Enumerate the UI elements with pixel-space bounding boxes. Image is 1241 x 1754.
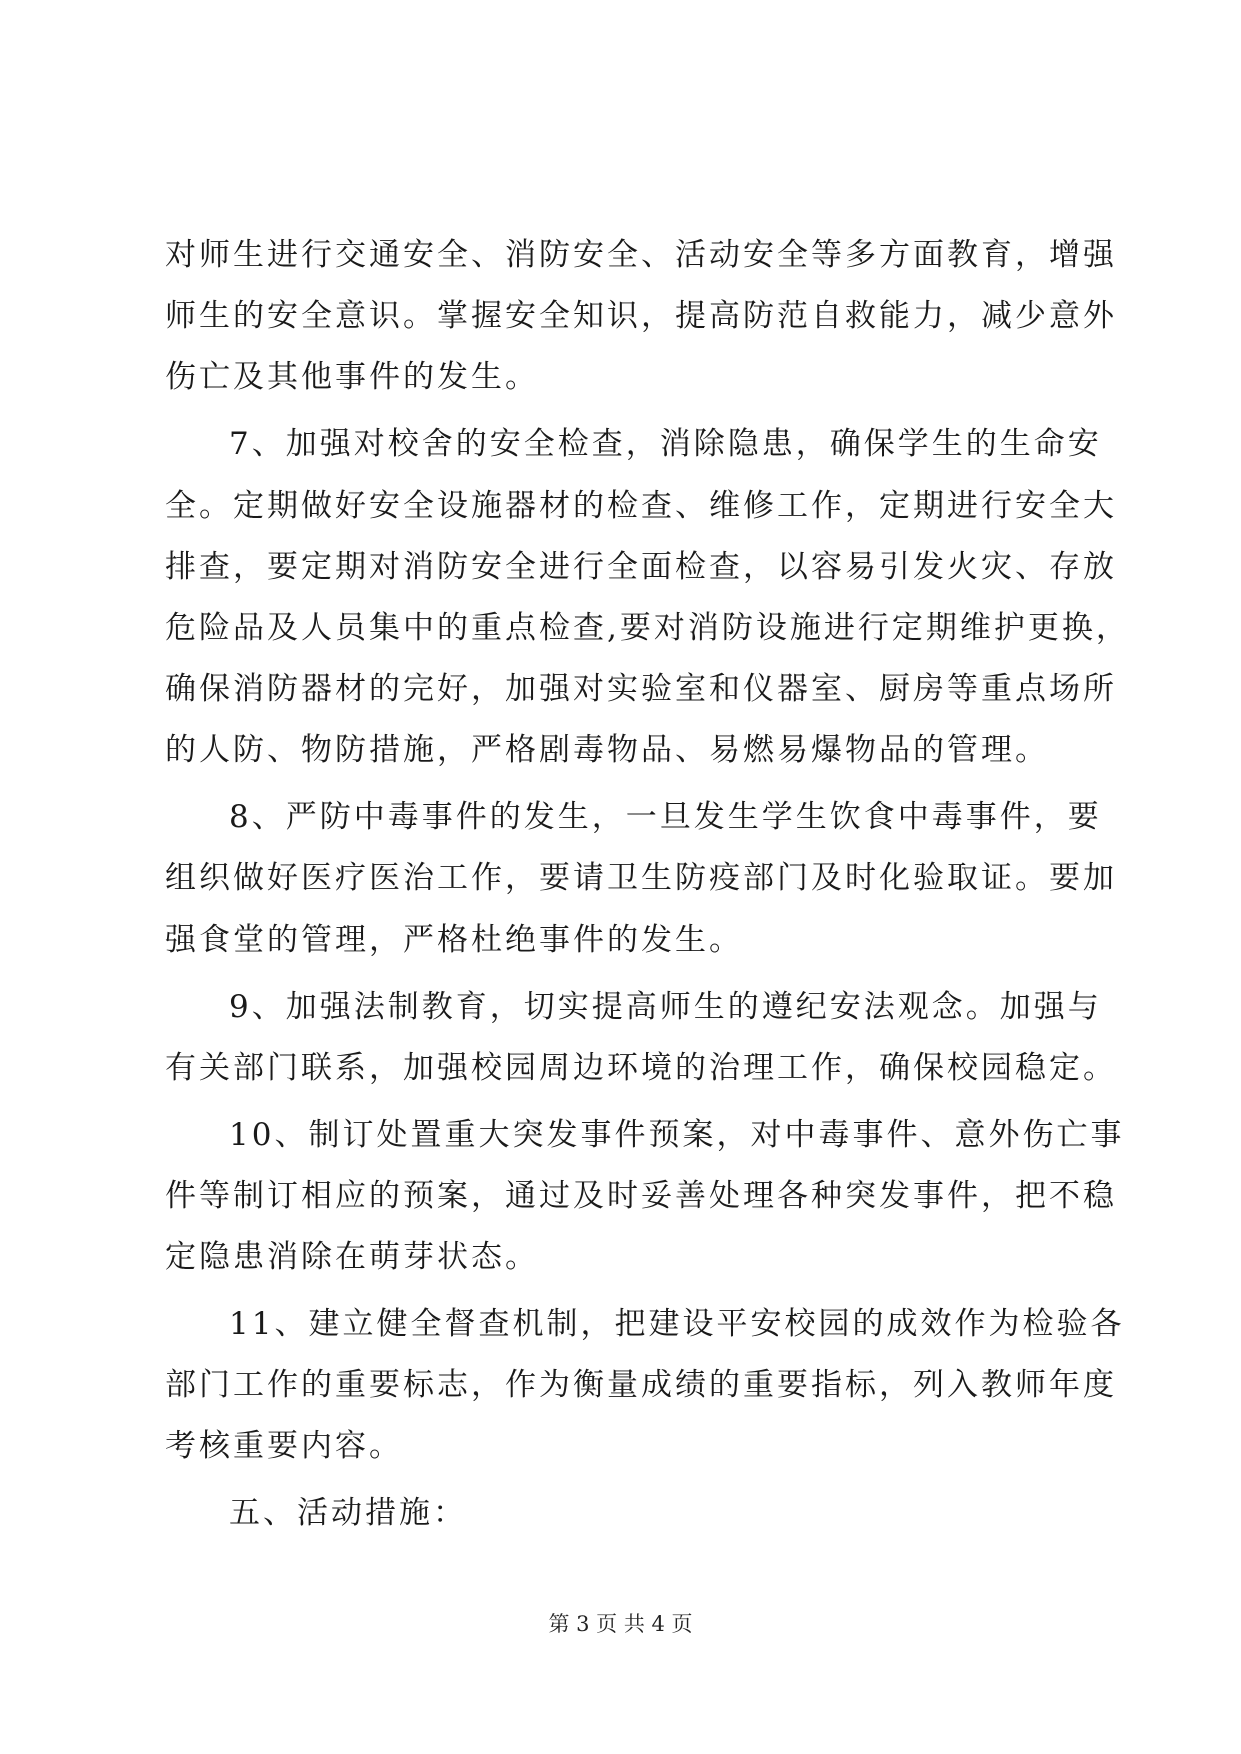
paragraph-start-line: 10、制订处置重大突发事件预案，对中毒事件、意外伤亡事 bbox=[229, 1117, 1125, 1153]
section-heading: 五、活动措施： bbox=[229, 1495, 467, 1531]
text-line: 考核重要内容。 bbox=[165, 1428, 403, 1464]
text-line: 确保消防器材的完好，加强对实验室和仪器室、厨房等重点场所 bbox=[165, 671, 1117, 707]
text-line: 对师生进行交通安全、消防安全、活动安全等多方面教育，增强 bbox=[165, 237, 1117, 273]
text-line: 危险品及人员集中的重点检查,要对消防设施进行定期维护更换， bbox=[165, 610, 1130, 646]
page-footer: 第 3 页 共 4 页 bbox=[548, 1612, 693, 1636]
text-line: 组织做好医疗医治工作，要请卫生防疫部门及时化验取证。要加 bbox=[165, 860, 1117, 896]
text-line: 的人防、物防措施，严格剧毒物品、易燃易爆物品的管理。 bbox=[165, 732, 1049, 768]
paragraph-start-line: 11、建立健全督查机制，把建设平安校园的成效作为检验各 bbox=[229, 1306, 1125, 1342]
paragraph-start-line: 8、严防中毒事件的发生，一旦发生学生饮食中毒事件，要 bbox=[229, 799, 1102, 835]
paragraph-start-line: 7、加强对校舍的安全检查，消除隐患，确保学生的生命安 bbox=[229, 426, 1102, 462]
text-line: 定隐患消除在萌芽状态。 bbox=[165, 1239, 539, 1275]
text-line: 强食堂的管理，严格杜绝事件的发生。 bbox=[165, 922, 743, 958]
text-line: 师生的安全意识。掌握安全知识，提高防范自救能力，减少意外 bbox=[165, 298, 1117, 334]
text-line: 伤亡及其他事件的发生。 bbox=[165, 359, 539, 395]
paragraph-start-line: 9、加强法制教育，切实提高师生的遵纪安法观念。加强与 bbox=[229, 989, 1102, 1025]
text-line: 部门工作的重要标志，作为衡量成绩的重要指标，列入教师年度 bbox=[165, 1367, 1117, 1403]
text-line: 全。定期做好安全设施器材的检查、维修工作，定期进行安全大 bbox=[165, 488, 1117, 524]
text-line: 有关部门联系，加强校园周边环境的治理工作，确保校园稳定。 bbox=[165, 1050, 1117, 1086]
text-line: 件等制订相应的预案，通过及时妥善处理各种突发事件，把不稳 bbox=[165, 1178, 1117, 1214]
text-line: 排查，要定期对消防安全进行全面检查，以容易引发火灾、存放 bbox=[165, 549, 1117, 585]
